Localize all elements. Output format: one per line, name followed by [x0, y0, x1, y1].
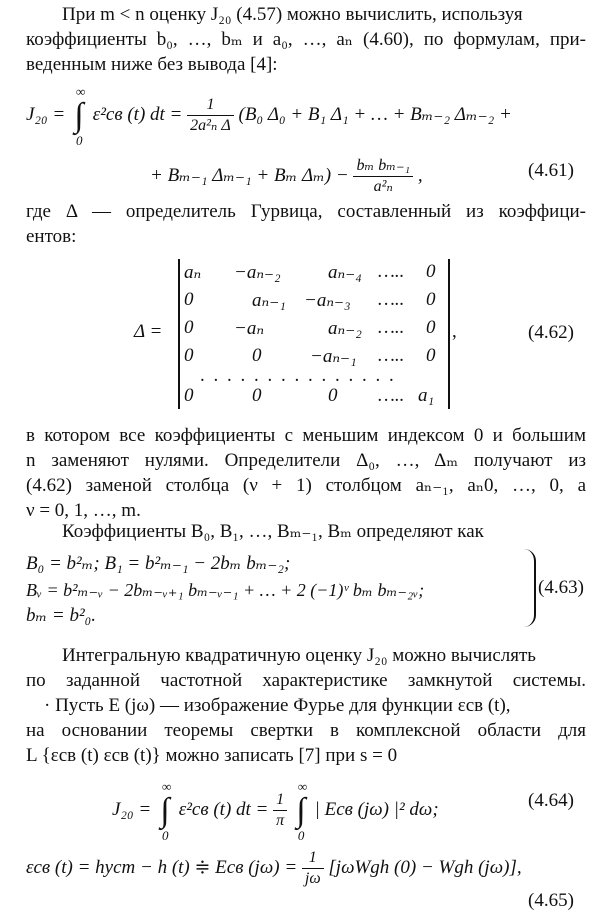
matrix-cell: a₁ — [418, 385, 435, 406]
right-brace — [524, 549, 536, 627]
equation-4-61-line-2: + Bₘ₋₁ Δₘ₋₁ + Bₘ Δₘ) − $\frac{\text{bₘ bₘ₋₁}}{\text{a²ₙ}}$ , — [150, 157, 423, 195]
matrix-cell: 0 — [252, 345, 262, 366]
matrix-cell: ….. — [378, 345, 405, 366]
matrix-cell: 0 — [184, 289, 194, 310]
paragraph-2-line-1: где Δ — определитель Гурвица, составленный из коэффици- — [26, 201, 586, 222]
paragraph-1-line-2: коэффициенты b₀, …, bₘ и a₀, …, aₙ (4.60), по формулам, при- — [26, 29, 586, 50]
matrix-cell: −aₙ₋₁ — [310, 346, 357, 367]
paragraph-1-line-1: При m < n оценку J₂₀ (4.57) можно вычислить, используя — [62, 4, 523, 25]
matrix-cell: 0 — [328, 385, 338, 406]
matrix-cell: 0 — [426, 317, 436, 338]
matrix-cell: −aₙ₋₃ — [304, 290, 351, 311]
equation-4-63-line-3: bₘ = b²₀. — [26, 605, 97, 626]
equation-4-63-line-1: B₀ = b²ₘ; B₁ = b²ₘ₋₁ − 2bₘ bₘ₋₂; — [26, 553, 291, 574]
matrix-cell: 0 — [426, 289, 436, 310]
hurwitz-determinant — [178, 259, 450, 409]
eq-4-61-lhs: J₂₀ = — [26, 103, 70, 125]
paragraph-5-line-2: по заданной частотной характеристике замкнутой системы. — [26, 670, 586, 691]
equation-4-61-line-1 — [26, 83, 512, 148]
paragraph-3-line-2: n заменяют нулями. Определители Δ₀, …, Δₘ получают из — [26, 450, 586, 471]
matrix-cell: aₙ₋₂ — [328, 318, 362, 339]
eq-4-61-integrand: ε²св (t) dt = — [92, 103, 188, 125]
matrix-cell: ….. — [378, 261, 405, 282]
matrix-cell: −aₙ — [234, 318, 265, 339]
equation-4-65: εсв (t) = hуст − h (t) ≑ Eсв (jω) = $\frac{1}{j\omega}$ [jωWgh (0) − Wgh (jω)], — [26, 849, 522, 887]
eq-4-61-fraction-2: $\frac{\text{bₘ bₘ₋₁}}{\text{a²ₙ}}$ — [353, 156, 413, 197]
matrix-cell: ….. — [378, 385, 405, 406]
matrix-cell: 0 — [252, 385, 262, 406]
paragraph-5-line-4: на основании теоремы свертки в комплексной области для — [26, 720, 586, 741]
integral-sign: ∫ ∞ 0 — [296, 778, 308, 843]
equation-4-62-comma: , — [452, 321, 457, 342]
matrix-cell: aₙ₋₄ — [328, 262, 362, 283]
eq-4-65-fraction: $\frac{1}{j\omega}$ — [302, 848, 324, 889]
integral-sign: ∫ ∞ 0 — [160, 778, 172, 843]
equation-number-4-62: (4.62) — [528, 322, 574, 343]
matrix-cell: ….. — [378, 317, 405, 338]
equation-4-62-lhs: Δ = — [134, 321, 163, 342]
matrix-cell: 0 — [184, 345, 194, 366]
paragraph-2-line-2: ентов: — [26, 226, 77, 247]
integral-sign: ∫ ∞ 0 — [74, 83, 86, 148]
equation-number-4-64: (4.64) — [528, 790, 574, 811]
matrix-cell: 0 — [184, 385, 194, 406]
eq-4-61-fraction: $\frac{1}{\text{2a²ₙ Δ}}$ — [187, 95, 234, 136]
equation-number-4-61: (4.61) — [528, 160, 574, 181]
paragraph-1-line-3: веденным ниже без вывода [4]: — [26, 54, 278, 75]
matrix-cell: aₙ₋₁ — [252, 290, 286, 311]
paragraph-5-line-1: Интегральную квадратичную оценку J₂₀ можно вычислять — [62, 645, 536, 666]
equation-number-4-63: (4.63) — [538, 577, 584, 598]
matrix-cell: −aₙ₋₂ — [234, 262, 281, 283]
paragraph-3-line-1: в котором все коэффициенты с меньшим индексом 0 и большим — [26, 425, 586, 446]
equation-4-64: J₂₀ = ∫ ∞ 0 ε²св (t) dt = $\frac{1}{\pi}$ ∫ ∞ 0 | Eсв (jω) |² dω; — [112, 778, 439, 843]
paragraph-3-line-4: ν = 0, 1, …, m. — [26, 500, 141, 521]
eq-4-64-fraction: $\frac{1}{\pi}$ — [273, 790, 287, 831]
matrix-cell: 0 — [426, 345, 436, 366]
matrix-cell: 0 — [184, 317, 194, 338]
matrix-dots-row: . . . . . . . . . . . . . . . — [200, 365, 396, 386]
matrix-cell: 0 — [426, 261, 436, 282]
equation-4-63-line-2: Bᵥ = b²ₘ₋ᵥ − 2bₘ₋ᵥ₊₁ bₘ₋ᵥ₋₁ + … + 2 (−1)ᵛ bₘ bₘ₋₂ᵥ; — [26, 580, 425, 600]
paragraph-3-line-3: (4.62) заменой столбца (ν + 1) столбцом aₙ₋₁, aₙ0, …, 0, а — [26, 475, 586, 496]
paragraph-4-line-1: Коэффициенты B₀, B₁, …, Bₘ₋₁, Bₘ определяют как — [62, 521, 484, 542]
matrix-cell: aₙ — [184, 262, 202, 283]
paragraph-5-line-3: · Пусть E (jω) — изображение Фурье для функции εсв (t), — [44, 695, 511, 716]
eq-4-61-rest: (B₀ Δ₀ + B₁ Δ₁ + … + Bₘ₋₂ Δₘ₋₂ + — [238, 103, 512, 125]
matrix-cell: ….. — [378, 289, 405, 310]
paragraph-5-line-5: L {εсв (t) εсв (t)} можно записать [7] при s = 0 — [26, 745, 398, 766]
equation-number-4-65: (4.65) — [528, 890, 574, 911]
